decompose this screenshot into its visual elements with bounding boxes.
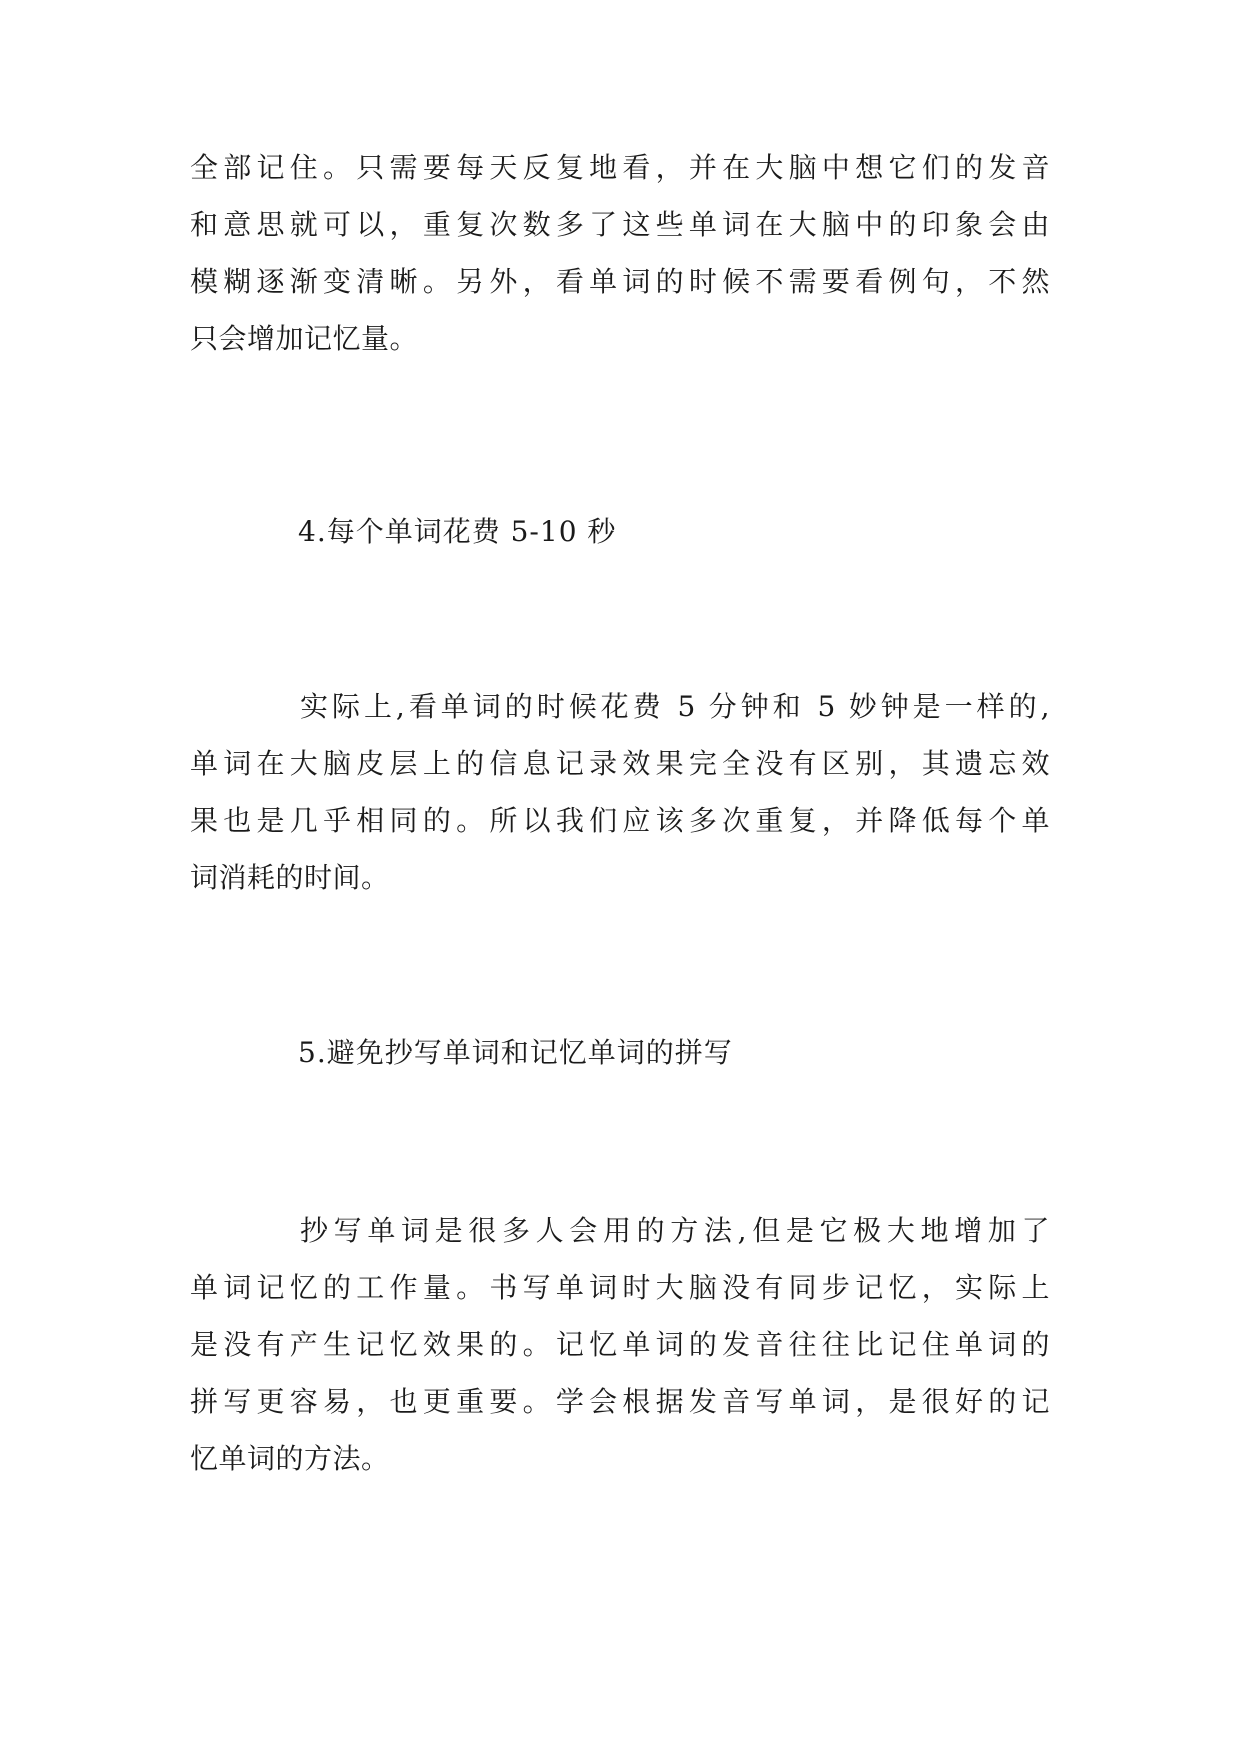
section-heading-4: 4.每个单词花费 5-10 秒 bbox=[298, 515, 617, 548]
paragraph-line: 抄写单词是很多人会用的方法,但是它极大地增加了 bbox=[300, 1214, 1050, 1247]
paragraph-line: 全部记住。只需要每天反复地看，并在大脑中想它们的发音 bbox=[190, 151, 1050, 184]
paragraph-memorize bbox=[190, 139, 1050, 367]
paragraph-line: 和意思就可以，重复次数多了这些单词在大脑中的印象会由 bbox=[190, 208, 1050, 241]
paragraph-line: 是没有产生记忆效果的。记忆单词的发音往往比记住单词的 bbox=[190, 1328, 1050, 1361]
paragraph-line: 实际上,看单词的时候花费 5 分钟和 5 妙钟是一样的, bbox=[300, 690, 1050, 723]
paragraph-line: 单词在大脑皮层上的信息记录效果完全没有区别，其遗忘效 bbox=[190, 747, 1050, 780]
paragraph-line: 只会增加记忆量。 bbox=[190, 322, 419, 355]
paragraph-time-spent bbox=[190, 678, 1050, 906]
paragraph-line: 模糊逐渐变清晰。另外，看单词的时候不需要看例句，不然 bbox=[190, 265, 1050, 298]
paragraph-line: 拼写更容易，也更重要。学会根据发音写单词，是很好的记 bbox=[190, 1385, 1050, 1418]
paragraph-line: 单词记忆的工作量。书写单词时大脑没有同步记忆，实际上 bbox=[190, 1271, 1050, 1304]
paragraph-spelling bbox=[190, 1202, 1050, 1487]
section-heading-5: 5.避免抄写单词和记忆单词的拼写 bbox=[298, 1036, 733, 1069]
paragraph-line: 果也是几乎相同的。所以我们应该多次重复，并降低每个单 bbox=[190, 804, 1050, 837]
paragraph-line: 忆单词的方法。 bbox=[190, 1442, 390, 1475]
paragraph-line: 词消耗的时间。 bbox=[190, 861, 390, 894]
